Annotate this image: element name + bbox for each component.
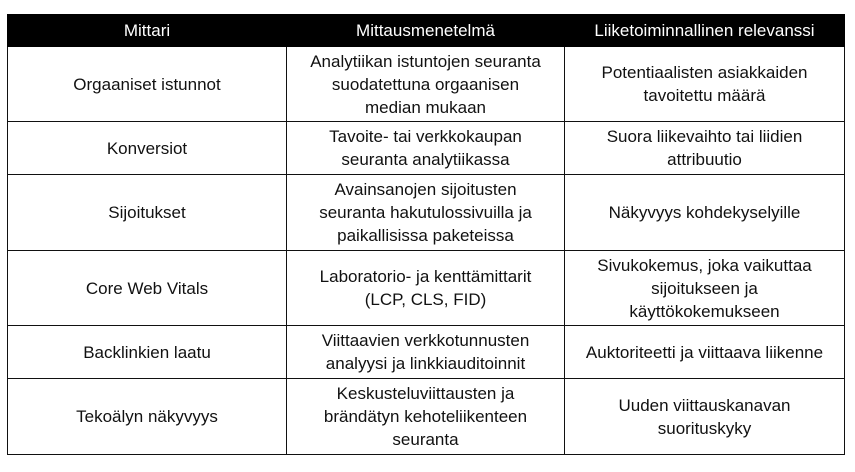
relevance-line: Uuden viittauskanavan (618, 395, 791, 415)
metric-cell: Core Web Vitals (8, 251, 287, 326)
method-cell (287, 122, 565, 175)
method-cell (287, 251, 565, 326)
relevance-line: Näkyvyys kohdekyselyille (608, 203, 801, 222)
method-line: (LCP, CLS, FID) (364, 290, 487, 309)
relevance-line: Potentiaalisten asiakkaiden (601, 63, 808, 82)
relevance-cell (565, 379, 845, 455)
method-cell (287, 379, 565, 455)
relevance-cell (565, 326, 845, 379)
metric-cell: Konversiot (8, 122, 287, 175)
relevance-line: Sivukokemus, joka vaikuttaa (597, 255, 812, 275)
table-row (8, 175, 845, 251)
table-row (8, 326, 845, 379)
header-relevance: Liiketoiminnallinen relevanssi (565, 15, 845, 47)
relevance-line: sijoitukseen ja (651, 278, 758, 298)
method-line: Tavoite- tai verkkokaupan (329, 127, 522, 146)
relevance-cell (565, 175, 845, 251)
relevance-line: käyttökokemukseen (629, 301, 780, 321)
table-row (8, 251, 845, 326)
method-line: Keskusteluviittausten ja (336, 384, 515, 403)
metrics-table (7, 14, 845, 455)
method-line: paikallisissa paketeissa (337, 226, 514, 245)
method-cell (287, 326, 565, 379)
metric-cell: Backlinkien laatu (8, 326, 287, 379)
method-cell (287, 47, 565, 122)
method-line: Avainsanojen sijoitusten (334, 180, 517, 199)
method-line: analyysi ja linkkiauditoinnit (325, 354, 526, 373)
table-header (8, 15, 845, 47)
relevance-line: Suora liikevaihto tai liidien (606, 127, 803, 146)
method-cell (287, 175, 565, 251)
relevance-cell (565, 47, 845, 122)
table-row (8, 47, 845, 122)
header-metric: Mittari (8, 15, 287, 47)
metric-cell: Tekoälyn näkyvyys (8, 379, 287, 455)
metric-cell: Sijoitukset (8, 175, 287, 251)
header-method: Mittausmenetelmä (287, 15, 565, 47)
metric-cell: Orgaaniset istunnot (8, 47, 287, 122)
method-line: seuranta analytiikassa (341, 150, 510, 169)
method-line: median mukaan (365, 97, 486, 117)
relevance-line: Auktoriteetti ja viittaava liikenne (585, 342, 824, 362)
relevance-cell (565, 122, 845, 175)
method-line: seuranta hakutulossivuilla ja (319, 203, 532, 222)
relevance-line: tavoitettu määrä (643, 86, 766, 105)
method-line: Viittaavien verkkotunnusten (321, 331, 530, 350)
method-line: Analytiikan istuntojen seuranta (310, 51, 541, 71)
method-line: Laboratorio- ja kenttämittarit (319, 267, 532, 286)
relevance-line: attribuutio (667, 150, 742, 169)
table-row (8, 122, 845, 175)
method-line: brändätyn kehoteliikenteen (323, 407, 528, 426)
table-row (8, 379, 845, 455)
method-line: seuranta (392, 430, 459, 449)
relevance-cell (565, 251, 845, 326)
method-line: suodatettuna orgaanisen (331, 74, 520, 94)
relevance-line: suorituskyky (657, 418, 752, 438)
